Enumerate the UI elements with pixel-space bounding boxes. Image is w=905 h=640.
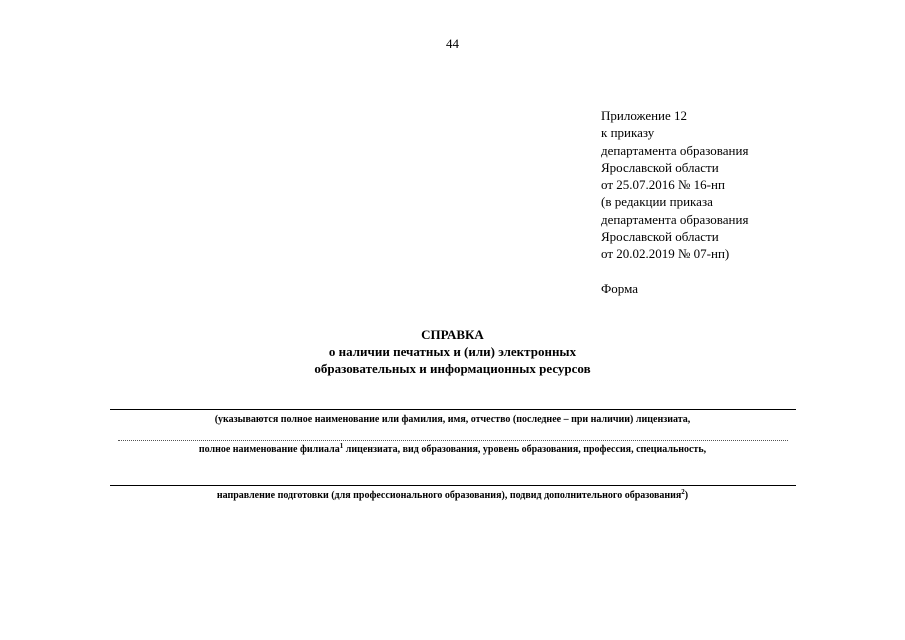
caption-line-1: (указываются полное наименование или фамилия, имя, отчество (последнее – при наличии) лицензиата, [214,414,691,425]
page-number: 44 [446,36,459,51]
caption-line-3 [0,490,905,502]
caption-line-3-start: направление подготовки (для профессионального образования), подвид дополнительного образования [216,490,682,501]
fill-in-line-1[interactable] [110,409,796,410]
appendix-line: к приказу [601,125,655,141]
form-label: Форма [601,281,638,296]
appendix-line: Ярославской области [601,229,719,245]
appendix-line: от 20.02.2019 № 07-нп) [601,246,730,262]
appendix-line: (в редакции приказа [601,194,713,210]
appendix-line: Ярославской области [601,159,719,175]
title-subtitle-line-1: о наличии печатных и (или) электронных [328,344,577,359]
appendix-line: департамента образования [601,142,749,158]
caption-line-3-end: ) [684,490,689,501]
appendix-line: Приложение 12 [601,108,688,123]
footnote-ref-2: 2 [681,488,685,496]
title-subtitle-line-2: образовательных и информационных ресурсов [314,361,591,376]
title-heading: СПРАВКА [421,327,484,342]
appendix-line: от 25.07.2016 № 16-нп [601,177,725,193]
appendix-header [601,107,841,263]
caption-line-2-start: полное наименование филиала [198,444,340,455]
caption-line-2-end: лицензиата, вид образования, уровень образования, профессия, специальность, [343,444,707,455]
fill-in-line-3[interactable] [110,485,796,486]
caption-line-2 [0,444,905,456]
appendix-line: департамента образования [601,211,749,227]
document-title [0,326,905,377]
footnote-ref-1: 1 [339,442,344,450]
fill-in-line-2[interactable] [118,440,788,441]
